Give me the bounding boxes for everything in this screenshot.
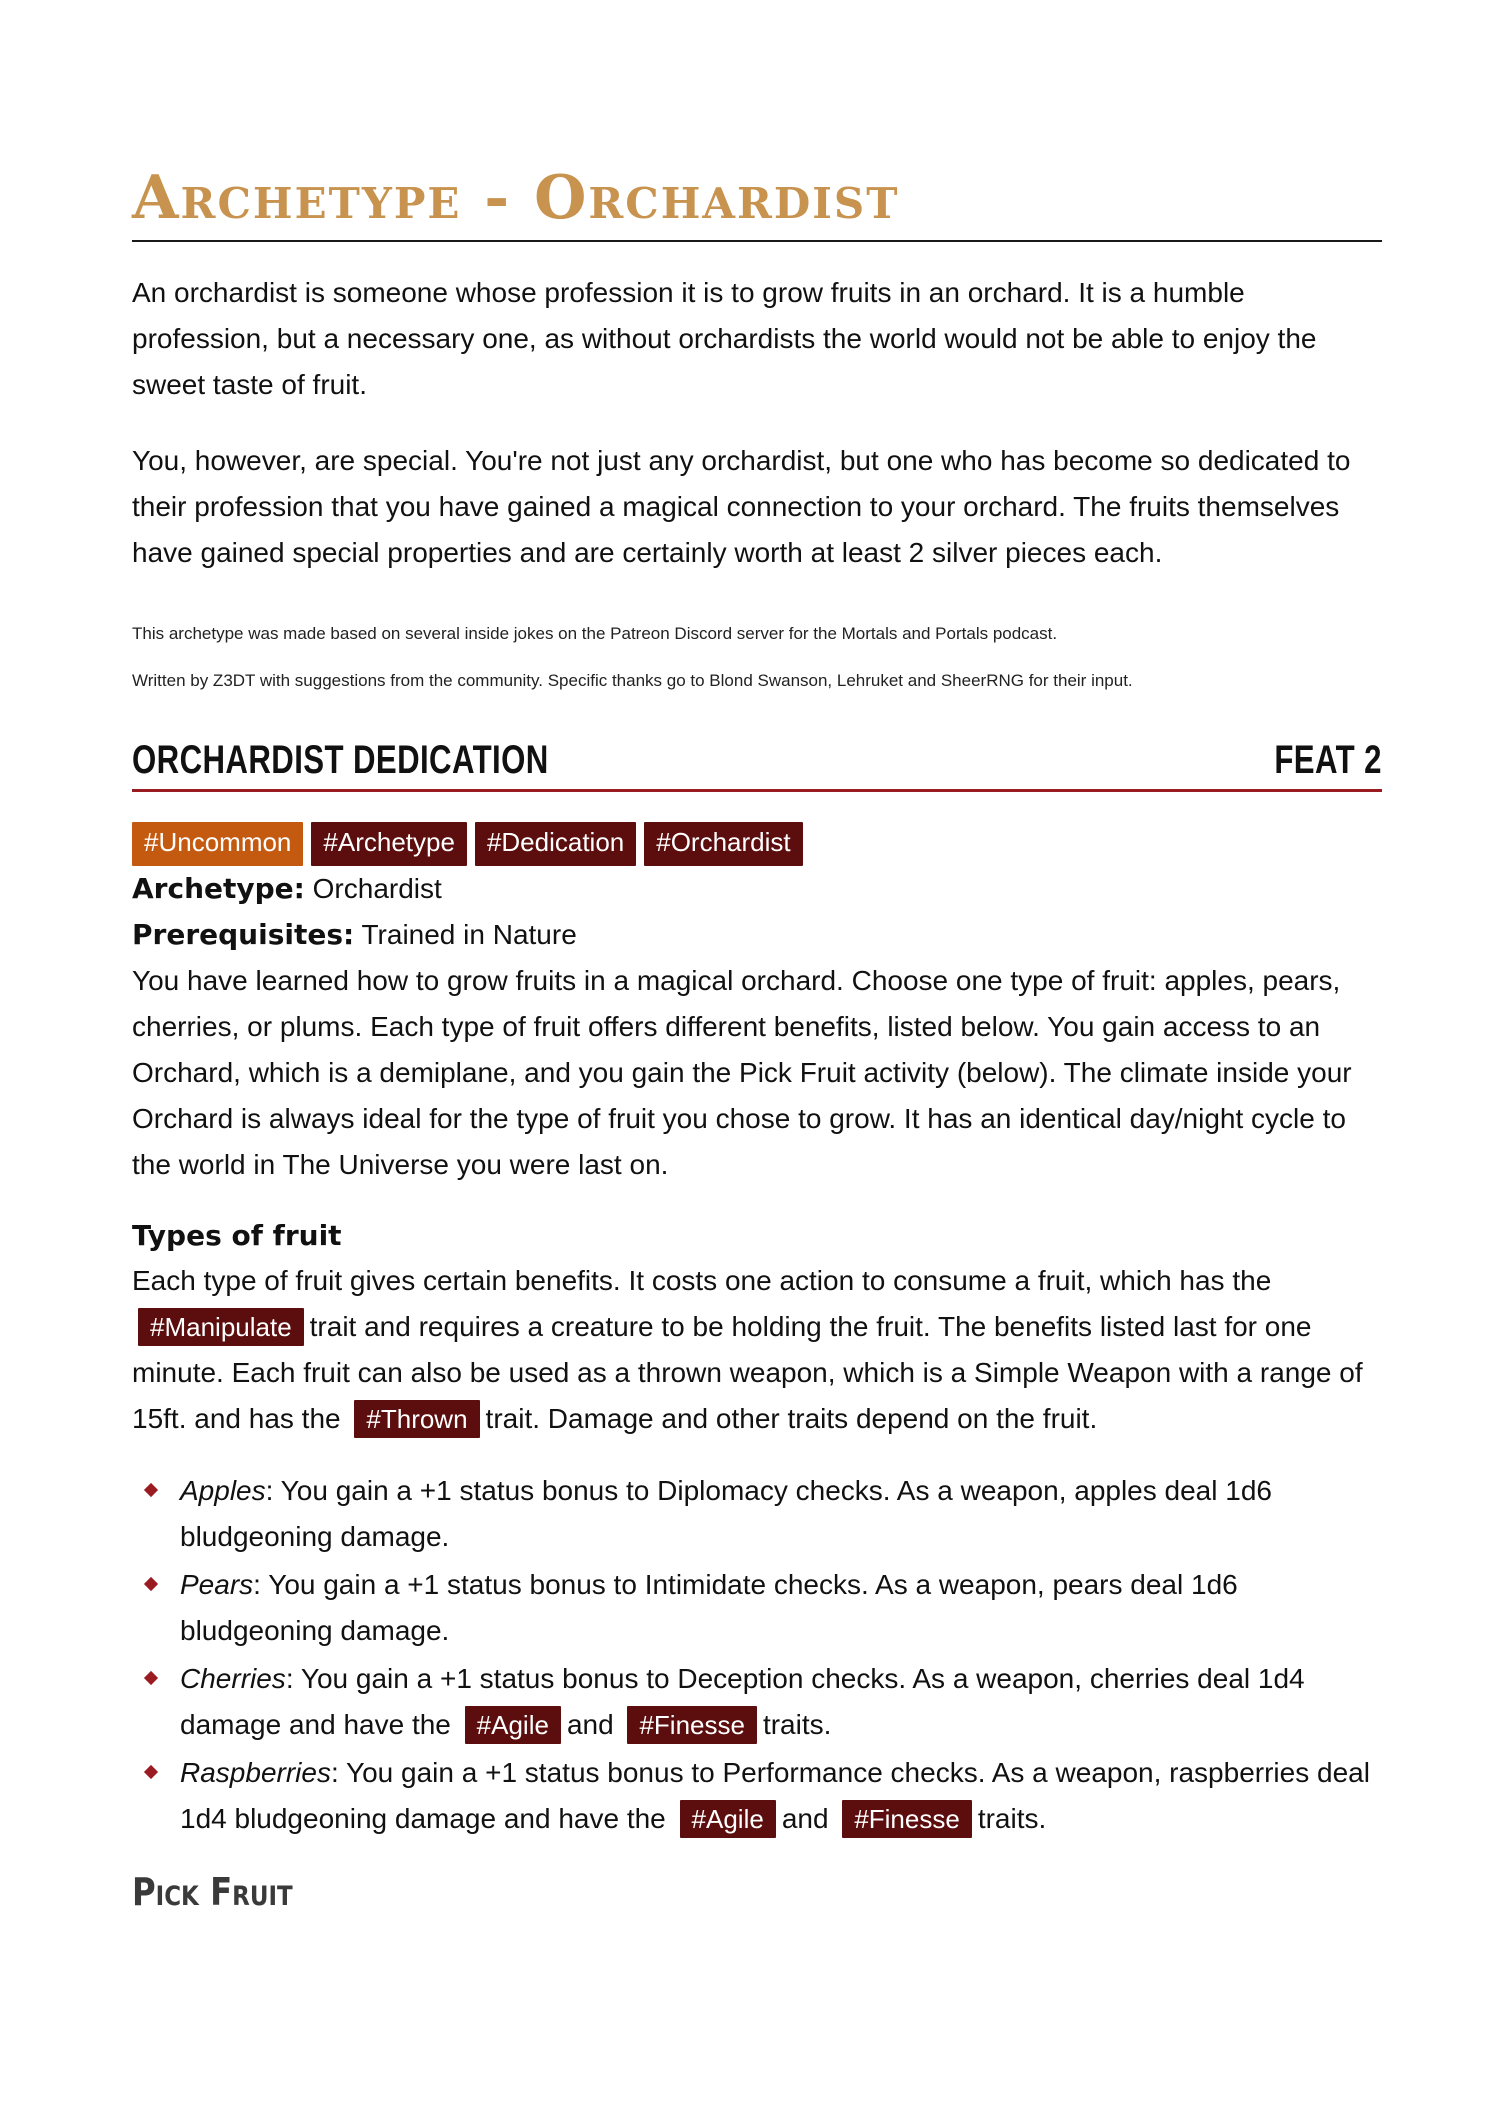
diamond-bullet-icon: [144, 1671, 158, 1685]
archetype-value: Orchardist: [312, 873, 442, 904]
archetype-label: Archetype:: [132, 872, 305, 905]
list-item: [132, 1468, 1382, 1560]
types-text-a: Each type of fruit gives certain benefits. It costs one action to consume a fruit, which has the: [132, 1265, 1272, 1296]
prerequisites-value: Trained in Nature: [361, 919, 577, 950]
types-text-c: trait. Damage and other traits depend on the fruit.: [485, 1403, 1098, 1434]
trait-tag-orchardist[interactable]: #Orchardist: [644, 822, 802, 866]
credit-line-1: This archetype was made based on several inside jokes on the Patreon Discord server for the Mortals and Portals podcast.: [132, 624, 1058, 643]
fruit-and: and: [566, 1709, 614, 1740]
fruit-end: traits.: [762, 1709, 832, 1740]
prerequisites-line: [132, 912, 1382, 958]
list-item: [132, 1750, 1382, 1842]
trait-tag-thrown[interactable]: #Thrown: [354, 1400, 479, 1438]
credit-line-2: Written by Z3DT with suggestions from the community. Specific thanks go to Blond Swanson, Lehruket and SheerRNG for their input.: [132, 671, 1133, 690]
diamond-bullet-icon: [144, 1483, 158, 1497]
fruit-text: : You gain a +1 status bonus to Diplomacy checks. As a weapon, apples deal 1d6 bludgeoning damage.: [180, 1475, 1272, 1552]
diamond-bullet-icon: [144, 1577, 158, 1591]
diamond-bullet-icon: [144, 1765, 158, 1779]
feat-header: [132, 735, 1382, 792]
intro-paragraph-2: You, however, are special. You're not just any orchardist, but one who has become so dedicated to their profession that you have gained a magical connection to your orchard. The fruits themselves have gained special properties and are certainly worth at least 2 silver pieces each.: [132, 445, 1351, 568]
page-title: Archetype - Orchardist: [132, 160, 1382, 242]
list-item: [132, 1656, 1382, 1748]
fruit-text: : You gain a +1 status bonus to Performance checks. As a weapon, raspberries deal 1d4 bludgeoning damage and have the: [180, 1757, 1370, 1834]
types-heading: Types of fruit: [132, 1219, 342, 1252]
pick-fruit-heading: Pick Fruit: [132, 1870, 293, 1914]
fruit-name: Cherries: [180, 1663, 286, 1694]
prerequisites-label: Prerequisites:: [132, 918, 355, 951]
fruit-name: Apples: [180, 1475, 266, 1506]
feat-description: You have learned how to grow fruits in a magical orchard. Choose one type of fruit: apples, pears, cherries, or plums. Each type of fruit offers different benefits, listed below. You gain access to an Orchard, which is a demiplane, and you gain the Pick Fruit activity (below). The climate inside your Orchard is always ideal for the type of fruit you chose to grow. It has an identical day/night cycle to the world in The Universe you were last on.: [132, 965, 1352, 1180]
trait-tag-uncommon[interactable]: #Uncommon: [132, 822, 303, 866]
trait-tag-manipulate[interactable]: #Manipulate: [138, 1308, 304, 1346]
fruit-text: : You gain a +1 status bonus to Intimidate checks. As a weapon, pears deal 1d6 bludgeoning damage.: [180, 1569, 1238, 1646]
trait-tags: [132, 822, 1382, 866]
trait-tag-dedication[interactable]: #Dedication: [475, 822, 636, 866]
intro-paragraph-1: An orchardist is someone whose profession it is to grow fruits in an orchard. It is a humble profession, but a necessary one, as without orchardists the world would not be able to enjoy the sweet taste of fruit.: [132, 277, 1317, 400]
archetype-line: [132, 866, 1382, 912]
trait-tag-agile[interactable]: #Agile: [680, 1800, 776, 1838]
fruit-list: [132, 1468, 1382, 1842]
trait-tag-finesse[interactable]: #Finesse: [842, 1800, 972, 1838]
trait-tag-archetype[interactable]: #Archetype: [311, 822, 467, 866]
types-text-b: trait and requires a creature to be holding the fruit. The benefits listed last for one minute. Each fruit can also be used as a thrown weapon, which is a Simple Weapon with a range of 15ft. and has the: [132, 1311, 1363, 1434]
list-item: [132, 1562, 1382, 1654]
trait-tag-finesse[interactable]: #Finesse: [627, 1706, 757, 1744]
trait-tag-agile[interactable]: #Agile: [465, 1706, 561, 1744]
content-column: [132, 160, 1382, 1916]
fruit-end: traits.: [977, 1803, 1047, 1834]
feat-name: ORCHARDIST DEDICATION: [132, 738, 549, 782]
fruit-name: Raspberries: [180, 1757, 331, 1788]
types-paragraph: [132, 1258, 1382, 1442]
feat-level: FEAT 2: [1274, 738, 1382, 782]
fruit-text: : You gain a +1 status bonus to Deception checks. As a weapon, cherries deal 1d4 damage and have the: [180, 1663, 1305, 1740]
fruit-and: and: [781, 1803, 829, 1834]
fruit-name: Pears: [180, 1569, 254, 1600]
